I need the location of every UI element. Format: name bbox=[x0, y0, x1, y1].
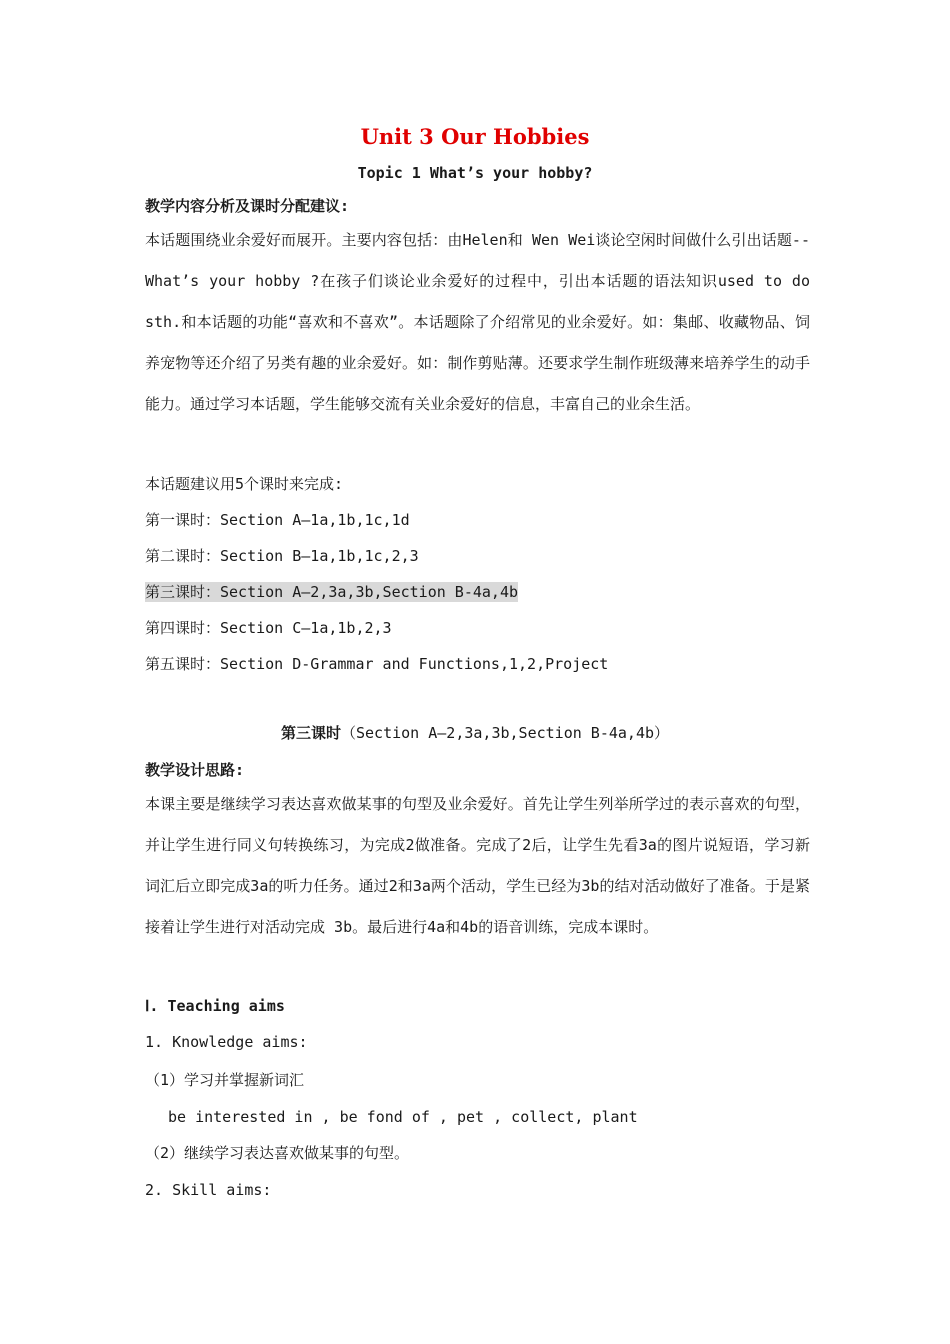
vocabulary-list: be interested in , be fond of , pet , collect, plant bbox=[168, 1108, 638, 1126]
lesson-intro: 本话题建议用5个课时来完成: bbox=[145, 475, 344, 493]
design-paragraph: 本课主要是继续学习表达喜欢做某事的句型及业余爱好。首先让学生列举所学过的表示喜欢的句型，并让学生进行同义句转换练习，为完成2做准备。完成了2后，让学生先看3a的图片说短语，学习新词汇后立即完成3a的听力任务。通过2和3a两个活动，学生已经为3b的结对活动做好了准备。于是紧接着让学生进行对活动完成 3b。最后进行4a和4b的语音训练，完成本课时。 bbox=[145, 795, 810, 936]
lesson-item: 第一课时：Section A—1a,1b,1c,1d bbox=[145, 511, 410, 529]
analysis-heading: 教学内容分析及课时分配建议: bbox=[145, 197, 350, 215]
lesson-three-label: 第三课时 bbox=[280, 724, 341, 742]
lesson-item: 第五课时：Section D-Grammar and Functions,1,2,Project bbox=[145, 655, 609, 673]
lesson-item-highlighted bbox=[145, 582, 518, 602]
unit-title: Unit 3 Our Hobbies bbox=[360, 124, 590, 149]
lesson-three-heading bbox=[0, 723, 950, 743]
knowledge-aims: 1. Knowledge aims: bbox=[145, 1033, 308, 1051]
analysis-paragraph: 本话题围绕业余爱好而展开。主要内容包括：由Helen和 Wen Wei谈论空闲时间做什么引出话题--What’s your hobby ?在孩子们谈论业余爱好的过程中，引出本话题的语法知识used to do sth.和本话题的功能“喜欢和不喜欢”。本话题除了介绍常见的业余爱好。如：集邮、收藏物品、饲养宠物等还介绍了另类有趣的业余爱好。如：制作剪贴薄。还要求学生制作班级薄来培养学生的动手能力。通过学习本话题，学生能够交流有关业余爱好的信息，丰富自己的业余生活。 bbox=[145, 231, 810, 413]
teaching-aims-heading: Ⅰ. Teaching aims bbox=[145, 997, 285, 1015]
knowledge-item-2: （2）继续学习表达喜欢做某事的句型。 bbox=[145, 1144, 410, 1162]
lesson-item: 第二课时：Section B—1a,1b,1c,2,3 bbox=[145, 547, 419, 565]
skill-aims: 2. Skill aims: bbox=[145, 1181, 272, 1199]
highlighted-text: 第三课时：Section A—2,3a,3b,Section B-4a,4b bbox=[145, 583, 519, 601]
lesson-three-sections: （Section A—2,3a,3b,Section B-4a,4b） bbox=[341, 724, 670, 742]
topic-subtitle: Topic 1 What’s your hobby? bbox=[357, 164, 593, 182]
knowledge-item-1: （1）学习并掌握新词汇 bbox=[145, 1071, 305, 1089]
design-heading: 教学设计思路: bbox=[145, 761, 245, 779]
lesson-item: 第四课时：Section C—1a,1b,2,3 bbox=[145, 619, 392, 637]
